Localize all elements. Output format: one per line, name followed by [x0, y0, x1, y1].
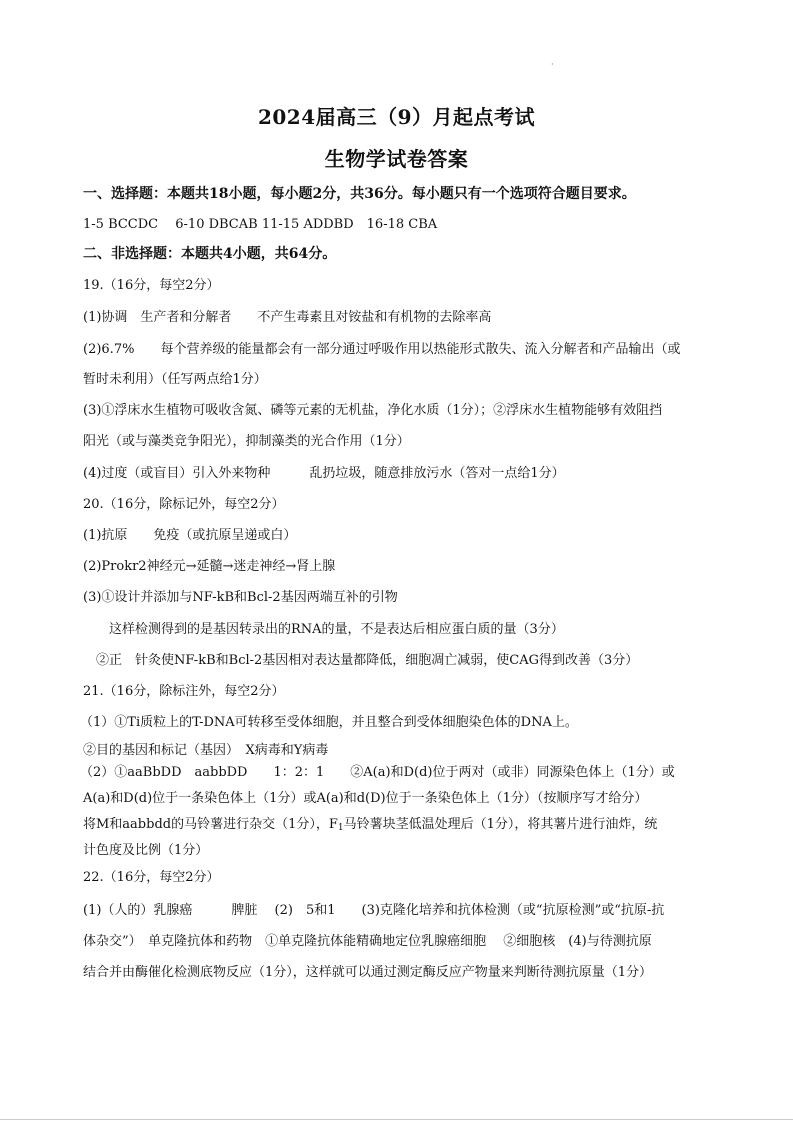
q19-part4: (4)过度（或盲目）引入外来物种 乱扔垃圾，随意排放污水（答对一点给1分） [83, 466, 565, 481]
q19-part2: (2)6.7% 每个营养级的能量都会有一部分通过呼吸作用以热能形式散失、流入分解者和产品输出（或 [83, 342, 681, 357]
q19-part2-cont: 暂时未利用）（任写两点给1分） [83, 372, 267, 387]
q21-part2-3a: 将M和aabbdd的马铃薯进行杂交（1分），F [83, 817, 338, 832]
q21-part1-1: （1）①Ti质粒上的T-DNA可转移至受体细胞，并且整合到受体细胞染色体的DNA上。 [80, 715, 578, 730]
q20-part3-2: ②正 针灸使NF-kB和Bcl-2基因相对表达量都降低，细胞凋亡减弱，使CAG得到改善（3分） [96, 653, 639, 668]
q20-part1: (1)抗原 免疫（或抗原呈递或白） [83, 528, 297, 543]
corner-mark: · [551, 60, 554, 69]
q20-part3-1: (3)①设计并添加与NF-kB和Bcl-2基因两端互补的引物 [83, 590, 398, 605]
q19-part3: (3)①浮床水生植物可吸收含氮、磷等元素的无机盐，净化水质（1分）；②浮床水生植物能够有效阻挡 [83, 403, 663, 418]
q21-part2-3-subscript: 1 [337, 823, 344, 833]
q19-part1: (1)协调 生产者和分解者 不产生毒素且对铵盐和有机物的去除率高 [83, 310, 492, 325]
q19-heading: 19.（16分，每空2分） [83, 278, 220, 293]
q20-heading: 20.（16分，除标记外，每空2分） [83, 497, 285, 512]
q19-part3-cont: 阳光（或与藻类竞争阳光），抑制藻类的光合作用（1分） [83, 434, 410, 449]
q21-part2-3-cont: 计色度及比例（1分） [83, 843, 209, 858]
page-title: 2024届高三（9）月起点考试 [257, 105, 536, 129]
q21-heading: 21.（16分，除标注外，每空2分） [83, 684, 285, 699]
q21-part2-1: （2）①aaBbDD aabbDD 1：2：1 ②A(a)和D(d)位于两对（或非）同源染色体上（1分）或 [80, 765, 675, 780]
q22-heading: 22.（16分，每空2分） [83, 870, 220, 885]
q20-part2: (2)Prokr2神经元→延髓→迷走神经→肾上腺 [83, 559, 336, 574]
q22-line2: 体杂交”） 单克隆抗体和药物 ①单克隆抗体能精确地定位乳腺癌细胞 ②细胞核 (4)与待测抗原 [83, 934, 652, 949]
section-2-heading: 二、非选择题：本题共4小题，共64分。 [83, 246, 337, 262]
q20-part3-1-reason: 这样检测得到的是基因转录出的RNA的量，不是表达后相应蛋白质的量（3分） [109, 622, 564, 637]
q21-part2-3b: 马铃薯块茎低温处理后（1分），将其薯片进行油炸，统 [343, 817, 658, 832]
choice-answers: 1-5 BCCDC 6-10 DBCAB 11-15 ADDBD 16-18 CBA [83, 217, 438, 232]
page-bottom-border [0, 1119, 793, 1120]
q22-line3: 结合并由酶催化检测底物反应（1分），这样就可以通过测定酶反应产物量来判断待测抗原量（1分） [83, 965, 653, 980]
section-1-heading: 一、选择题：本题共18小题，每小题2分，共36分。每小题只有一个选项符合题目要求。 [83, 186, 636, 202]
q22-line1: (1)（人的）乳腺癌 脾脏 (2) 5和1 (3)克隆化培养和抗体检测（或“抗原检测”或“抗原-抗 [83, 903, 665, 918]
page-subtitle: 生物学试卷答案 [324, 147, 469, 171]
q21-part2-3 [83, 816, 657, 837]
q21-part1-2: ②目的基因和标记（基因） X病毒和Y病毒 [83, 743, 329, 758]
q21-part2-2: A(a)和D(d)位于一条染色体上（1分）或A(a)和d(D)位于一条染色体上（1分）（按顺序写才给分） [83, 791, 648, 806]
